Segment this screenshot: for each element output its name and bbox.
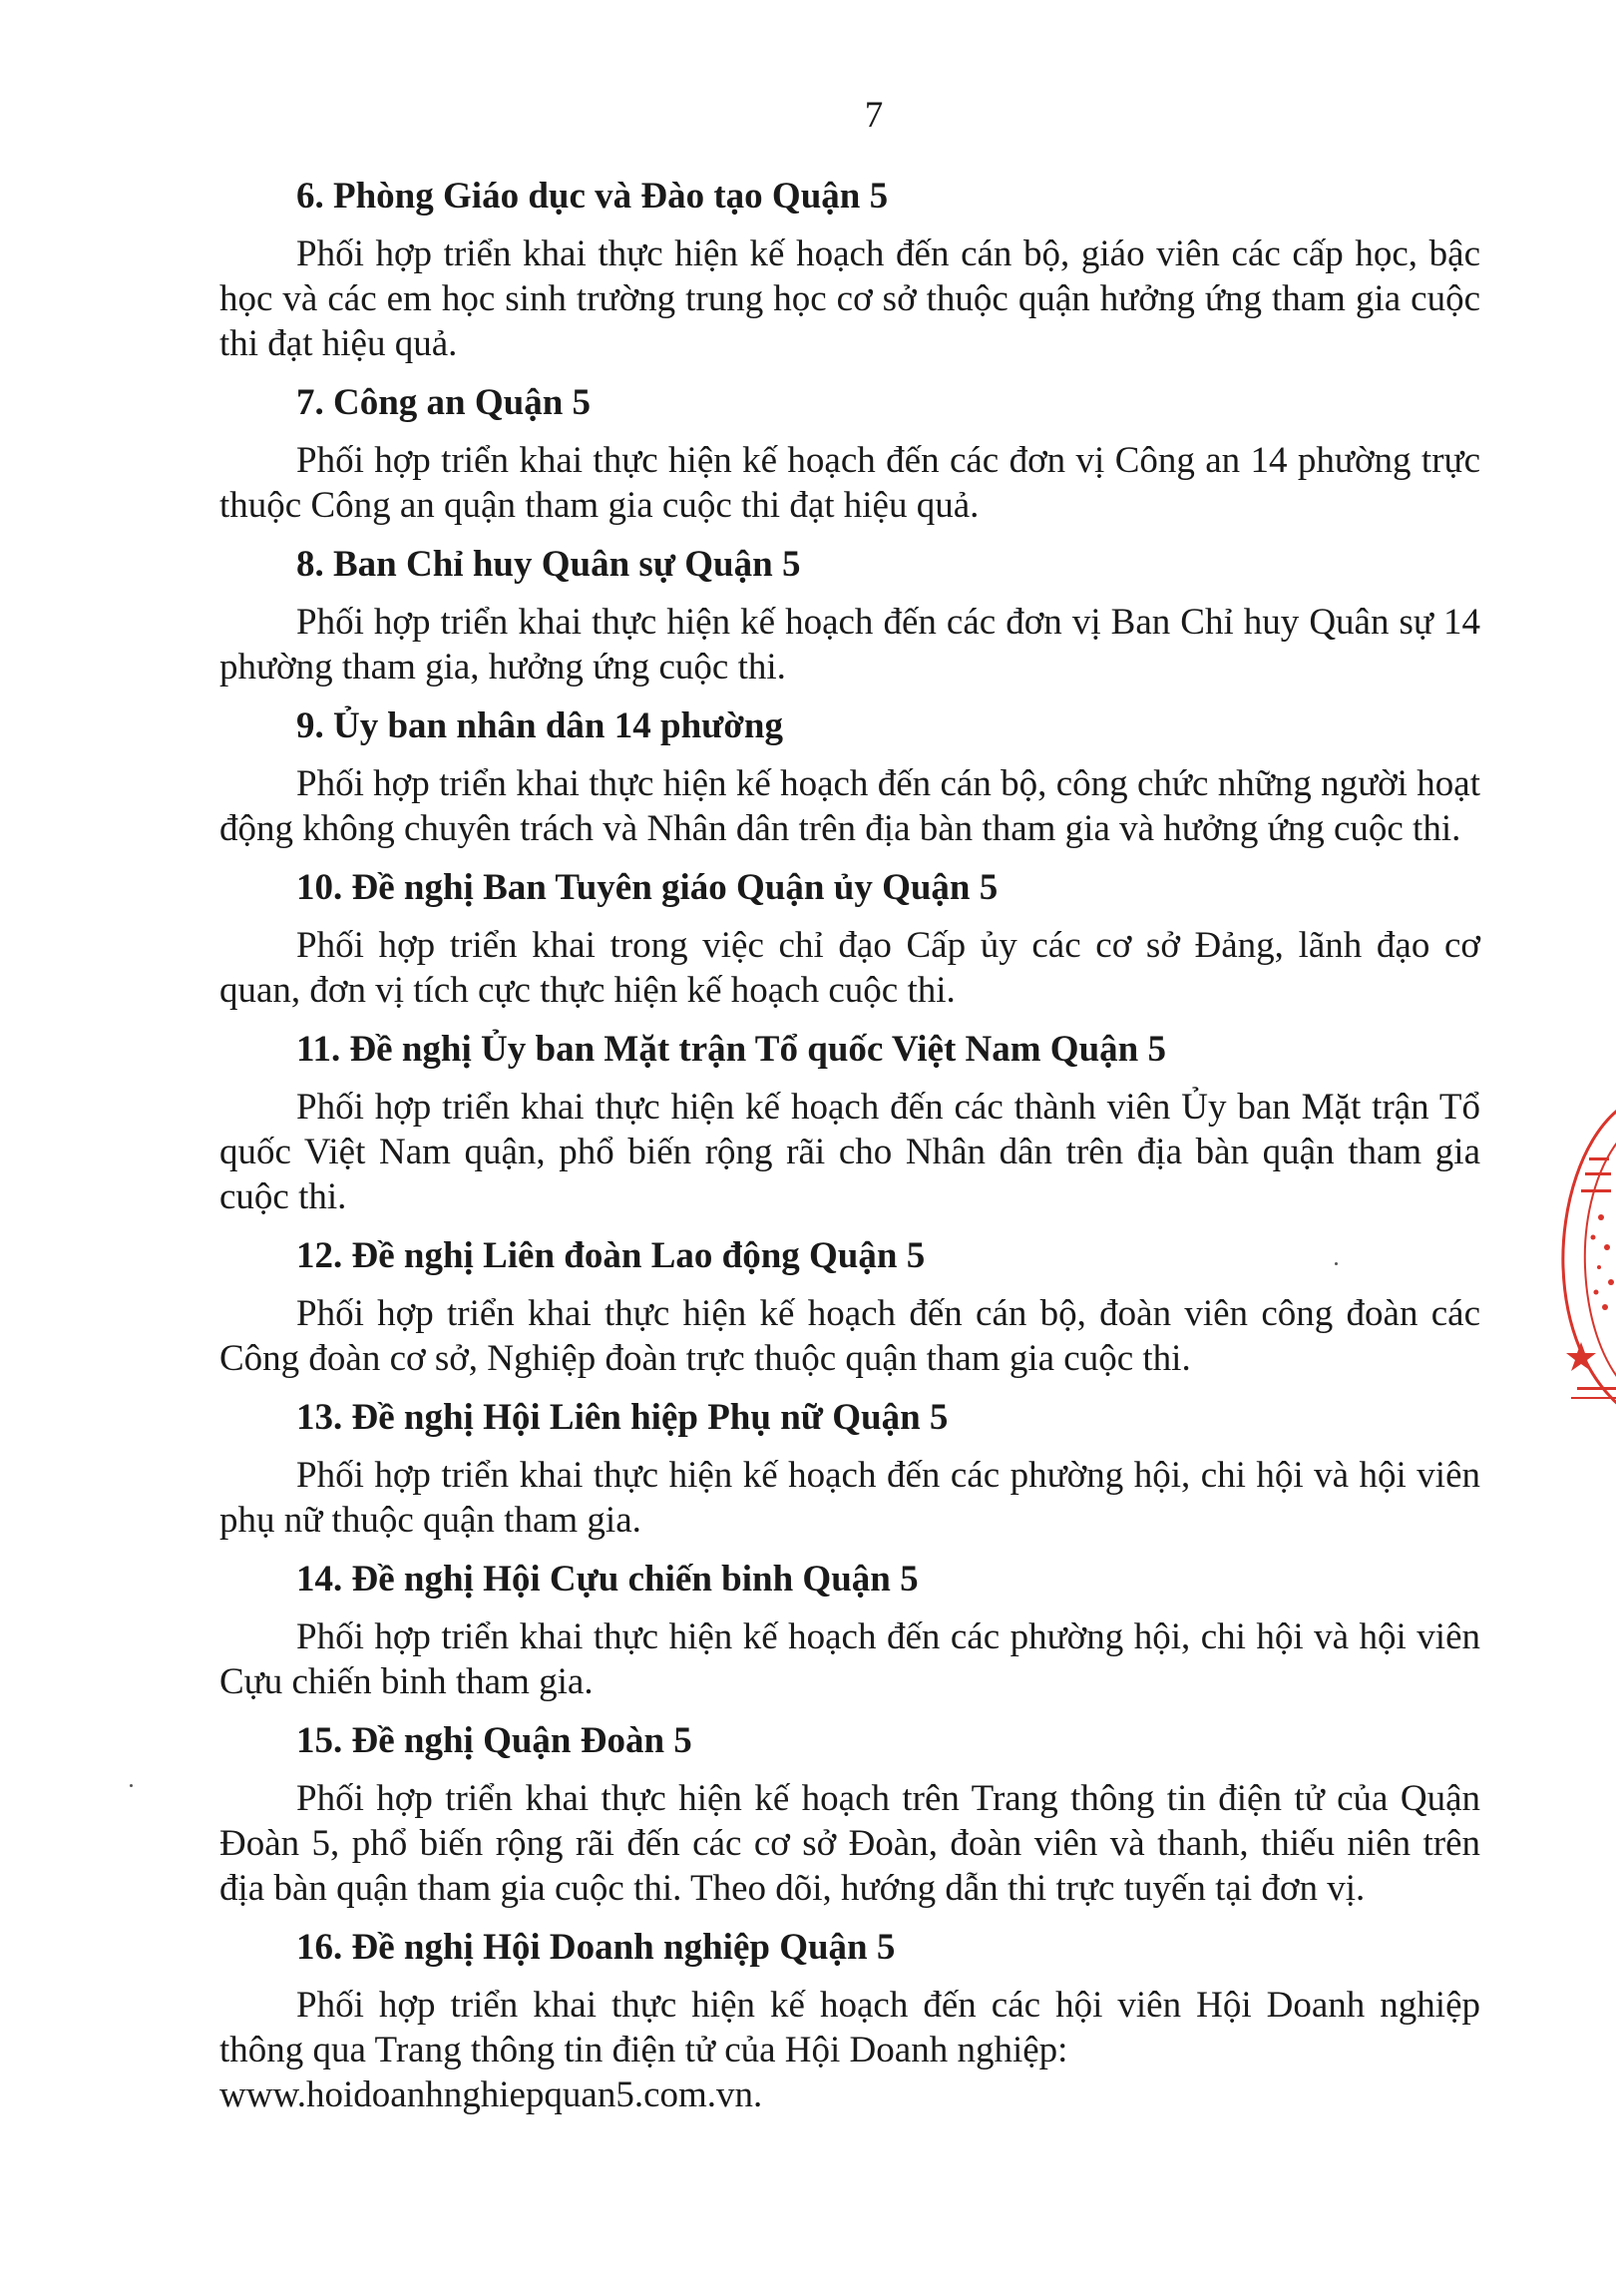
seal-stamp-icon — [1541, 1098, 1616, 1417]
section-heading: 11. Đề nghị Ủy ban Mặt trận Tổ quốc Việt Nam Quận 5 — [296, 1029, 1166, 1070]
section-paragraph: Phối hợp triển khai thực hiện kế hoạch đến các đơn vị Ban Chỉ huy Quân sự 14 phường tham gia, hưởng ứng cuộc thi. — [219, 602, 1480, 688]
section-heading: 9. Ủy ban nhân dân 14 phường — [296, 705, 783, 746]
section-paragraph: Phối hợp triển khai thực hiện kế hoạch đến các phường hội, chi hội và hội viên phụ nữ thuộc quận tham gia. — [219, 1455, 1480, 1541]
section-heading: 13. Đề nghị Hội Liên hiệp Phụ nữ Quận 5 — [296, 1397, 949, 1438]
scan-speck — [1335, 1262, 1338, 1265]
section-10 — [219, 865, 1480, 1013]
section-16 — [219, 1925, 1480, 2117]
section-paragraph: Phối hợp triển khai thực hiện kế hoạch đến cán bộ, giáo viên các cấp học, bậc học và các em học sinh trường trung học cơ sở thuộc quận hưởng ứng tham gia cuộc thi đạt hiệu quả. — [219, 233, 1480, 364]
section-paragraph: Phối hợp triển khai thực hiện kế hoạch đến các đơn vị Công an 14 phường trực thuộc Công an quận tham gia cuộc thi đạt hiệu quả. — [219, 440, 1480, 526]
section-paragraph: Phối hợp triển khai thực hiện kế hoạch trên Trang thông tin điện tử của Quận Đoàn 5, phổ biến rộng rãi đến các cơ sở Đoàn, đoàn viên và thanh, thiếu niên trên địa bàn quận tham gia cuộc thi. Theo dõi, hướng dẫn thi trực tuyến tại đơn vị. — [219, 1778, 1480, 1909]
section-heading: 16. Đề nghị Hội Doanh nghiệp Quận 5 — [296, 1927, 896, 1968]
section-paragraph: Phối hợp triển khai thực hiện kế hoạch đến cán bộ, đoàn viên công đoàn các Công đoàn cơ sở, Nghiệp đoàn trực thuộc quận tham gia cuộc thi. — [219, 1293, 1480, 1379]
document-body — [219, 174, 1480, 2131]
section-heading: 10. Đề nghị Ban Tuyên giáo Quận ủy Quận 5 — [296, 867, 999, 908]
section-12 — [219, 1233, 1480, 1381]
section-paragraph: Phối hợp triển khai thực hiện kế hoạch đến cán bộ, công chức những người hoạt động không chuyên trách và Nhân dân trên địa bàn tham gia và hưởng ứng cuộc thi. — [219, 763, 1480, 849]
section-heading: 12. Đề nghị Liên đoàn Lao động Quận 5 — [296, 1235, 926, 1276]
section-heading: 15. Đề nghị Quận Đoàn 5 — [296, 1720, 692, 1761]
section-11 — [219, 1027, 1480, 1219]
page-number: 7 — [864, 95, 884, 136]
section-7 — [219, 380, 1480, 528]
section-9 — [219, 703, 1480, 851]
section-heading: 14. Đề nghị Hội Cựu chiến binh Quận 5 — [296, 1559, 919, 1600]
website-url: www.hoidoanhnghiepquan5.com.vn. — [219, 2074, 763, 2115]
section-heading: 6. Phòng Giáo dục và Đào tạo Quận 5 — [296, 176, 889, 217]
section-paragraph-text: Phối hợp triển khai thực hiện kế hoạch đến các hội viên Hội Doanh nghiệp thông qua Trang thông tin điện tử của Hội Doanh nghiệp: — [219, 1985, 1480, 2070]
section-paragraph: Phối hợp triển khai thực hiện kế hoạch đến các phường hội, chi hội và hội viên Cựu chiến binh tham gia. — [219, 1616, 1480, 1702]
scan-speck — [130, 1784, 133, 1787]
section-paragraph: Phối hợp triển khai thực hiện kế hoạch đến các thành viên Ủy ban Mặt trận Tổ quốc Việt Nam quận, phổ biến rộng rãi cho Nhân dân trên địa bàn quận tham gia cuộc thi. — [219, 1087, 1480, 1217]
section-paragraph — [219, 1983, 1480, 2117]
section-6 — [219, 174, 1480, 366]
section-heading: 7. Công an Quận 5 — [296, 382, 592, 423]
section-13 — [219, 1395, 1480, 1543]
section-8 — [219, 542, 1480, 689]
section-15 — [219, 1718, 1480, 1911]
section-paragraph: Phối hợp triển khai trong việc chỉ đạo Cấp ủy các cơ sở Đảng, lãnh đạo cơ quan, đơn vị tích cực thực hiện kế hoạch cuộc thi. — [219, 925, 1480, 1011]
section-heading: 8. Ban Chỉ huy Quân sự Quận 5 — [296, 544, 801, 585]
section-14 — [219, 1557, 1480, 1704]
